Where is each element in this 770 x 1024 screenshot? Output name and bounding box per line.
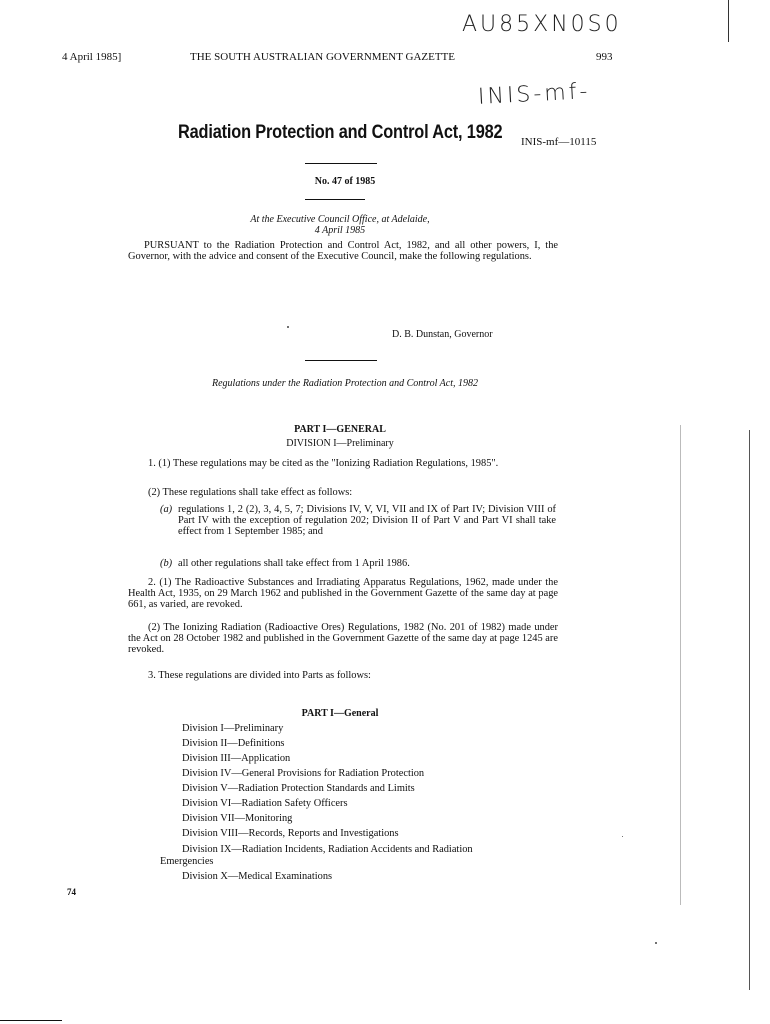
toc-division-item: Division VIII—Records, Reports and Investigations bbox=[182, 828, 399, 839]
speck bbox=[655, 942, 657, 944]
footer-page-number: 74 bbox=[67, 887, 76, 897]
governor-signature: D. B. Dunstan, Governor bbox=[392, 329, 493, 340]
toc-division-item: Division V—Radiation Protection Standards and Limits bbox=[182, 783, 415, 794]
regulation-1-2a: regulations 1, 2 (2), 3, 4, 5, 7; Divisions IV, V, VI, VII and IX of Part IV; Division VIII of Part IV with the exception of regulation 202; Division II of Part V and Part VI shall take effect from 1 September 1985; and bbox=[178, 504, 556, 537]
regulation-2-2: (2) The Ionizing Radiation (Radioactive Ores) Regulations, 1982 (No. 201 of 1982) made under the Act on 28 October 1982 and published in the Government Gazette of the same day at page 1245 are revoked. bbox=[128, 622, 558, 655]
handwritten-inis-note: INIS-mf- bbox=[477, 79, 592, 110]
pursuant-paragraph: PURSUANT to the Radiation Protection and Control Act, 1982, and all other powers, I, the Governor, with the advice and consent of the Executive Council, make the following regulations. bbox=[128, 240, 558, 262]
toc-part-heading: PART I—General bbox=[301, 708, 379, 719]
handwritten-code: AU85XN0S0 bbox=[462, 12, 622, 37]
item-label-a: (a) bbox=[160, 504, 173, 515]
divider bbox=[305, 199, 365, 200]
toc-division-9-line1: Division IX—Radiation Incidents, Radiation Accidents and Radiation bbox=[182, 844, 473, 855]
divider bbox=[305, 163, 377, 164]
regulations-under-line: Regulations under the Radiation Protection and Control Act, 1982 bbox=[212, 378, 478, 389]
location-line: At the Executive Council Office, at Adelaide, bbox=[250, 214, 430, 225]
toc-division-9-line2: Emergencies bbox=[160, 856, 214, 867]
part-heading: PART I—GENERAL bbox=[294, 424, 386, 435]
item-label-b: (b) bbox=[160, 558, 173, 569]
toc-division-item: Division III—Application bbox=[182, 753, 291, 764]
toc-division-item: Division I—Preliminary bbox=[182, 723, 284, 734]
toc-division-10: Division X—Medical Examinations bbox=[182, 871, 333, 882]
regulation-1-2: (2) These regulations shall take effect as follows: bbox=[148, 487, 353, 498]
regulation-number: No. 47 of 1985 bbox=[314, 176, 376, 187]
regulation-1-2b: all other regulations shall take effect from 1 April 1986. bbox=[178, 558, 410, 569]
regulation-1-1: 1. (1) These regulations may be cited as the "Ionizing Radiation Regulations, 1985". bbox=[148, 458, 499, 469]
divider bbox=[305, 360, 377, 361]
toc-division-item: Division VII—Monitoring bbox=[182, 813, 293, 824]
scan-edge-mark bbox=[749, 430, 750, 990]
speck bbox=[287, 326, 289, 328]
division-heading: DIVISION I—Preliminary bbox=[286, 438, 394, 449]
speck bbox=[622, 836, 623, 837]
scan-edge-mark bbox=[680, 425, 681, 905]
toc-division-item: Division IV—General Provisions for Radiation Protection bbox=[182, 768, 425, 779]
toc-division-item: Division VI—Radiation Safety Officers bbox=[182, 798, 348, 809]
scan-edge-mark bbox=[728, 0, 729, 42]
header-gazette: THE SOUTH AUSTRALIAN GOVERNMENT GAZETTE bbox=[190, 51, 455, 63]
toc-division-item: Division II—Definitions bbox=[182, 738, 285, 749]
header-page-number: 993 bbox=[596, 51, 613, 63]
date-line: 4 April 1985 bbox=[314, 225, 366, 236]
scan-edge-mark bbox=[0, 1020, 62, 1021]
toc-division-list bbox=[182, 721, 562, 841]
page-title: Radiation Protection and Control Act, 1982 bbox=[178, 122, 503, 143]
regulation-2-1: 2. (1) The Radioactive Substances and Irradiating Apparatus Regulations, 1962, made under the Health Act, 1935, on 29 March 1962 and published in the Government Gazette of the same day at page 661, as varied, are revoked. bbox=[128, 577, 558, 610]
header-date: 4 April 1985] bbox=[62, 51, 122, 63]
regulation-3: 3. These regulations are divided into Parts as follows: bbox=[148, 670, 371, 681]
inis-stamp: INIS-mf—10115 bbox=[521, 136, 597, 148]
